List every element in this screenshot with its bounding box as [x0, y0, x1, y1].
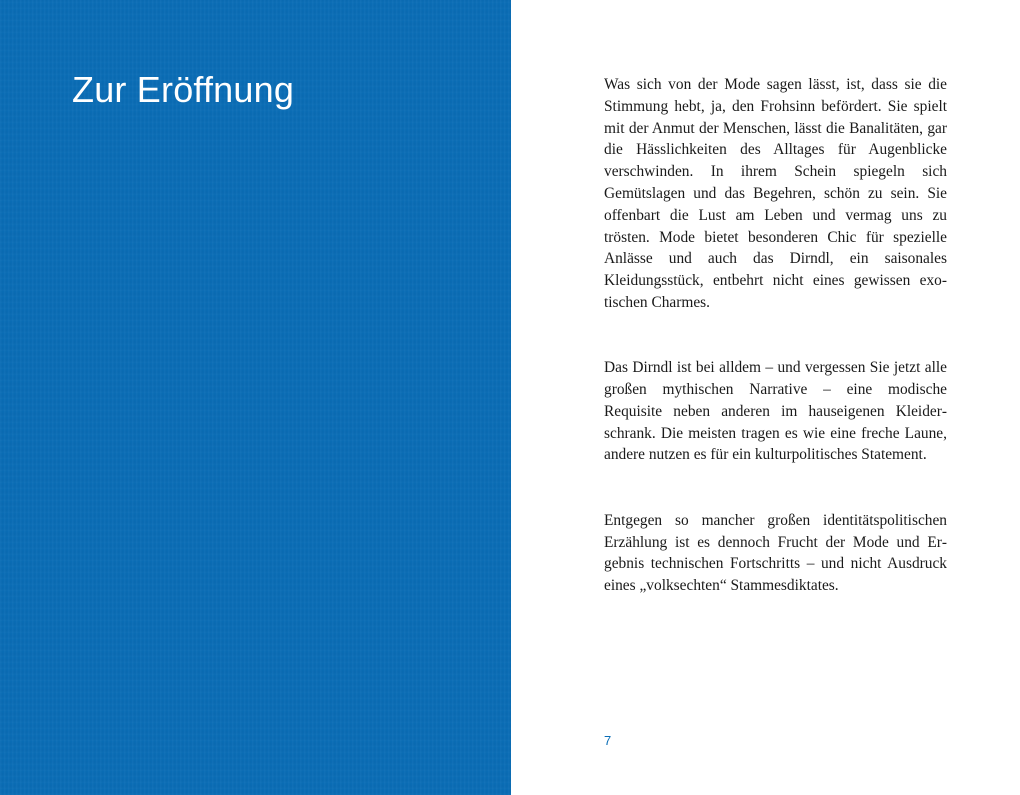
paragraph-1: Was sich von der Mode sagen lässt, ist, dass sie die Stimmung hebt, ja, den Frohsinn befördert. Sie spielt mit der Anmut der Menschen, lässt die Banalitäten, gar die Hässlichkeiten des Alltages für Augenblicke verschwinden. In ihrem Schein spiegeln sich Gemütslagen und das Begehren, schön zu sein. Sie offenbart die Lust am Leben und vermag uns zu trösten. Mode bietet besonderen Chic für spezielle Anlässe und auch das Dirndl, ein saisonales Kleidungsstück, entbehrt nicht eines gewissen exotischen Charmes.	[604, 76, 947, 311]
page-number: 7	[604, 733, 612, 748]
paragraph-2: Das Dirndl ist bei alldem – und vergessen Sie jetzt alle großen mythischen Narrative – eine modische Requisite neben anderen im hauseigenen Kleiderschrank. Die meisten tragen es wie eine freche Laune, andere nutzen es für ein kulturpolitisches Statement.	[604, 359, 947, 464]
body-text	[604, 74, 947, 597]
chapter-title: Zur Eröffnung	[72, 69, 295, 110]
right-page	[511, 0, 1020, 795]
paragraph-3: Entgegen so mancher großen identitätspolitischen Erzählung ist es dennoch Frucht der Mode und Ergebnis technischen Fortschritts – und nicht Ausdruck eines „volksechten“ Stammesdiktates.	[604, 511, 947, 595]
